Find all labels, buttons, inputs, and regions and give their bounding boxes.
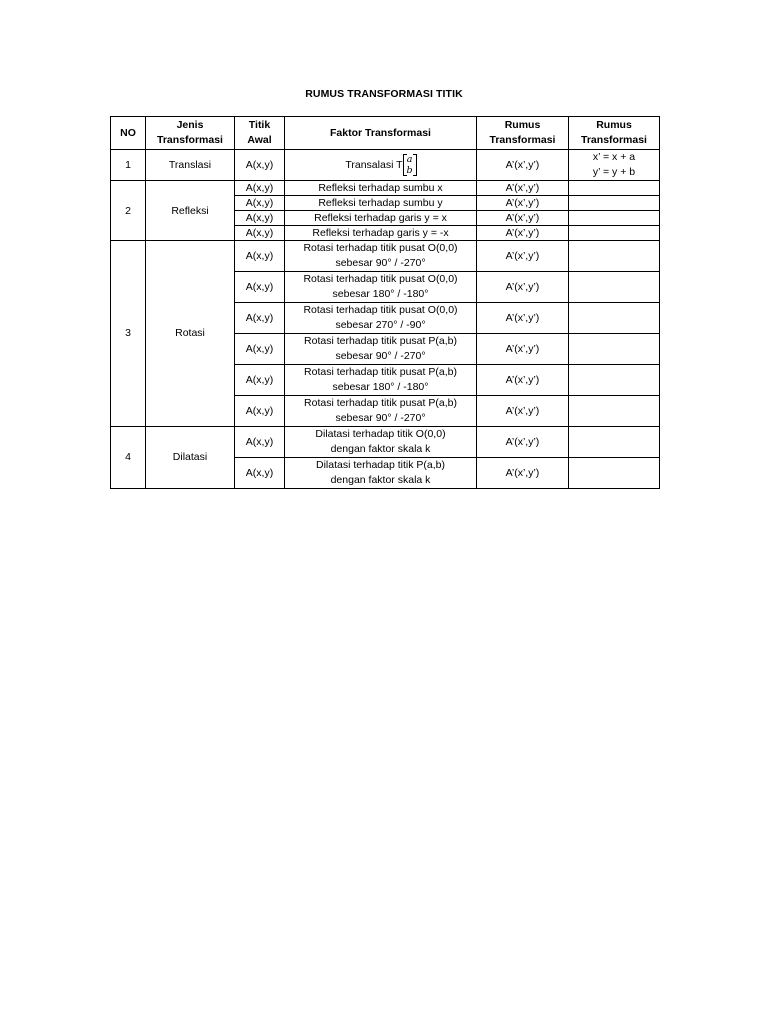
cell-no: 1	[111, 150, 146, 181]
table-row	[111, 241, 660, 272]
cell-rumus: A’(x’,y’)	[477, 396, 569, 427]
cell-titik-awal: A(x,y)	[235, 226, 285, 241]
cell-rumus-2	[569, 427, 660, 458]
header-faktor-transformasi: Faktor Transformasi	[285, 117, 477, 150]
faktor-line1: Rotasi terhadap titik pusat P(a,b)	[304, 335, 457, 347]
cell-rumus: A’(x’,y’)	[477, 181, 569, 196]
faktor-line1: Rotasi terhadap titik pusat P(a,b)	[304, 397, 457, 409]
faktor-line2: sebesar 90° / -270°	[335, 412, 426, 424]
cell-rumus-2	[569, 272, 660, 303]
cell-faktor	[285, 150, 477, 181]
cell-rumus-2	[569, 181, 660, 196]
faktor-line2: sebesar 180° / -180°	[332, 288, 429, 300]
header-no: NO	[111, 117, 146, 150]
cell-titik-awal: A(x,y)	[235, 272, 285, 303]
cell-jenis: Translasi	[146, 150, 235, 181]
faktor-line2: sebesar 180° / -180°	[332, 381, 429, 393]
cell-faktor	[285, 272, 477, 303]
cell-faktor	[285, 427, 477, 458]
cell-rumus-2	[569, 365, 660, 396]
cell-rumus: A’(x’,y’)	[477, 150, 569, 181]
cell-rumus: A’(x’,y’)	[477, 241, 569, 272]
transformation-table	[110, 116, 660, 489]
cell-titik-awal: A(x,y)	[235, 365, 285, 396]
header-rumus2-line1: Rumus	[596, 119, 632, 131]
header-jenis-line2: Transformasi	[157, 134, 223, 146]
faktor-line1: Rotasi terhadap titik pusat O(0,0)	[303, 273, 458, 285]
vector-bottom: b	[406, 165, 413, 176]
cell-rumus-2	[569, 241, 660, 272]
cell-rumus: A’(x’,y’)	[477, 226, 569, 241]
cell-rumus: A’(x’,y’)	[477, 427, 569, 458]
table-row	[111, 181, 660, 196]
cell-rumus-2	[569, 334, 660, 365]
header-rumus1-line2: Transformasi	[489, 134, 556, 146]
cell-rumus: A’(x’,y’)	[477, 365, 569, 396]
header-rumus2-line2: Transformasi	[581, 134, 647, 146]
faktor-line2: sebesar 270° / -90°	[335, 319, 426, 331]
cell-titik-awal: A(x,y)	[235, 181, 285, 196]
table-header-row	[111, 117, 660, 150]
cell-rumus-2	[569, 226, 660, 241]
cell-faktor	[285, 396, 477, 427]
faktor-line1: Rotasi terhadap titik pusat O(0,0)	[303, 242, 458, 254]
faktor-line1: Dilatasi terhadap titik O(0,0)	[315, 428, 446, 440]
cell-faktor	[285, 303, 477, 334]
cell-titik-awal: A(x,y)	[235, 396, 285, 427]
cell-titik-awal: A(x,y)	[235, 334, 285, 365]
cell-titik-awal: A(x,y)	[235, 196, 285, 211]
header-titik-awal	[235, 117, 285, 150]
rumus2-line2: y’ = y + b	[592, 166, 636, 178]
cell-rumus: A’(x’,y’)	[477, 458, 569, 489]
cell-titik-awal: A(x,y)	[235, 458, 285, 489]
cell-faktor: Refleksi terhadap sumbu x	[285, 181, 477, 196]
header-titik-line1: Titik	[248, 119, 271, 131]
vector-top: a	[406, 154, 413, 165]
cell-rumus: A’(x’,y’)	[477, 196, 569, 211]
header-titik-line2: Awal	[247, 134, 272, 146]
cell-faktor	[285, 241, 477, 272]
cell-titik-awal: A(x,y)	[235, 241, 285, 272]
cell-faktor	[285, 365, 477, 396]
cell-no: 3	[111, 241, 146, 427]
cell-rumus-2	[569, 211, 660, 226]
table-row	[111, 150, 660, 181]
rumus2-line1: x’ = x + a	[592, 151, 636, 163]
faktor-line2: sebesar 90° / -270°	[335, 257, 426, 269]
cell-rumus-2	[569, 196, 660, 211]
cell-rumus-2	[569, 396, 660, 427]
header-rumus-transformasi-1	[477, 117, 569, 150]
header-rumus1-line1: Rumus	[504, 119, 541, 131]
cell-titik-awal: A(x,y)	[235, 427, 285, 458]
header-jenis-transformasi	[146, 117, 235, 150]
cell-titik-awal: A(x,y)	[235, 150, 285, 181]
translation-vector	[404, 154, 416, 176]
cell-titik-awal: A(x,y)	[235, 303, 285, 334]
cell-jenis: Dilatasi	[146, 427, 235, 489]
faktor-line2: dengan faktor skala k	[330, 474, 431, 486]
faktor-line1: Dilatasi terhadap titik P(a,b)	[316, 459, 445, 471]
table-row	[111, 427, 660, 458]
cell-faktor	[285, 458, 477, 489]
cell-faktor	[285, 334, 477, 365]
cell-faktor: Refleksi terhadap garis y = x	[285, 211, 477, 226]
cell-faktor: Refleksi terhadap garis y = -x	[285, 226, 477, 241]
cell-rumus-2	[569, 150, 660, 181]
cell-rumus-2	[569, 458, 660, 489]
faktor-line2: sebesar 90° / -270°	[335, 350, 426, 362]
cell-rumus: A’(x’,y’)	[477, 334, 569, 365]
header-rumus-transformasi-2	[569, 117, 660, 150]
cell-no: 2	[111, 181, 146, 241]
cell-rumus: A’(x’,y’)	[477, 303, 569, 334]
cell-no: 4	[111, 427, 146, 489]
cell-faktor: Refleksi terhadap sumbu y	[285, 196, 477, 211]
cell-rumus: A’(x’,y’)	[477, 272, 569, 303]
cell-jenis: Refleksi	[146, 181, 235, 241]
faktor-line1: Rotasi terhadap titik pusat P(a,b)	[304, 366, 457, 378]
cell-rumus: A’(x’,y’)	[477, 211, 569, 226]
page-title: RUMUS TRANSFORMASI TITIK	[305, 88, 463, 100]
cell-titik-awal: A(x,y)	[235, 211, 285, 226]
faktor-text: Transalasi T	[345, 158, 403, 171]
header-jenis-line1: Jenis	[176, 119, 204, 131]
faktor-line2: dengan faktor skala k	[330, 443, 431, 455]
cell-rumus-2	[569, 303, 660, 334]
cell-jenis: Rotasi	[146, 241, 235, 427]
faktor-line1: Rotasi terhadap titik pusat O(0,0)	[303, 304, 458, 316]
